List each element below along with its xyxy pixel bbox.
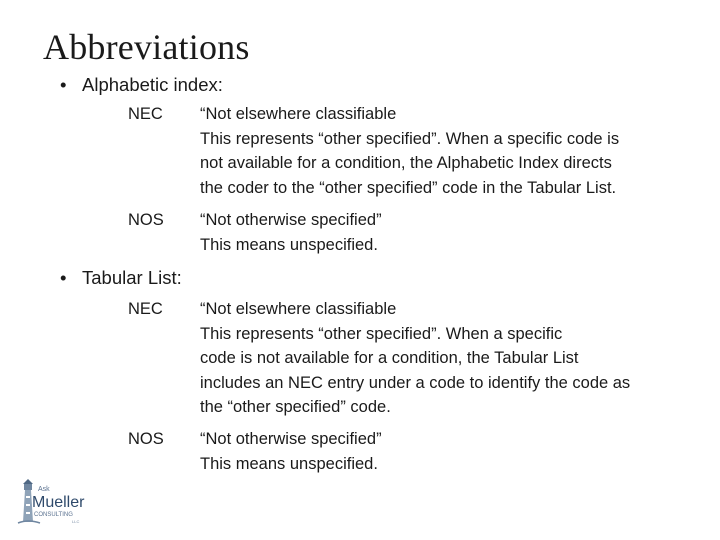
section-label: Tabular List: bbox=[82, 267, 182, 288]
definition-line: includes an NEC entry under a code to identify the code as bbox=[200, 373, 631, 392]
definition-line: the “other specified” code. bbox=[200, 398, 391, 416]
definition-nos bbox=[200, 427, 690, 476]
definition-nec bbox=[200, 102, 690, 200]
bullet-alphabetic-index bbox=[60, 74, 223, 96]
logo-text-llc: LLC bbox=[72, 519, 80, 524]
definition-line: This means unspecified. bbox=[200, 454, 378, 473]
logo-text-ask: Ask bbox=[38, 486, 50, 493]
definition-line: “Not elsewhere classifiable bbox=[200, 105, 397, 123]
term-nos: NOS bbox=[128, 211, 164, 229]
logo-text-consulting: CONSULTING bbox=[34, 512, 73, 518]
definition-line: code is not available for a condition, the Tabular List bbox=[200, 349, 579, 367]
definition-line: the coder to the “other specified” code in the Tabular List. bbox=[200, 178, 617, 197]
definition-line: This represents “other specified”. When a specific bbox=[200, 324, 563, 343]
term-nec: NEC bbox=[128, 300, 163, 318]
definition-nos bbox=[200, 208, 690, 257]
definition-line: “Not elsewhere classifiable bbox=[200, 300, 397, 318]
term-nos: NOS bbox=[128, 430, 164, 448]
definition-line: This represents “other specified”. When a specific code is bbox=[200, 129, 620, 148]
logo-text-mueller: Mueller bbox=[32, 494, 85, 511]
company-logo bbox=[16, 478, 86, 528]
definition-line: “Not otherwise specified” bbox=[200, 430, 382, 448]
section-label: Alphabetic index: bbox=[82, 74, 223, 95]
definition-line: not available for a condition, the Alphabetic Index directs bbox=[200, 154, 612, 172]
term-nec: NEC bbox=[128, 105, 163, 123]
bullet-icon: • bbox=[60, 74, 67, 95]
definition-line: “Not otherwise specified” bbox=[200, 211, 382, 229]
slide-title: Abbreviations bbox=[43, 27, 250, 67]
bullet-icon: • bbox=[60, 267, 67, 288]
definition-line: This means unspecified. bbox=[200, 235, 378, 254]
bullet-tabular-list bbox=[60, 267, 182, 289]
definition-nec bbox=[200, 297, 690, 420]
